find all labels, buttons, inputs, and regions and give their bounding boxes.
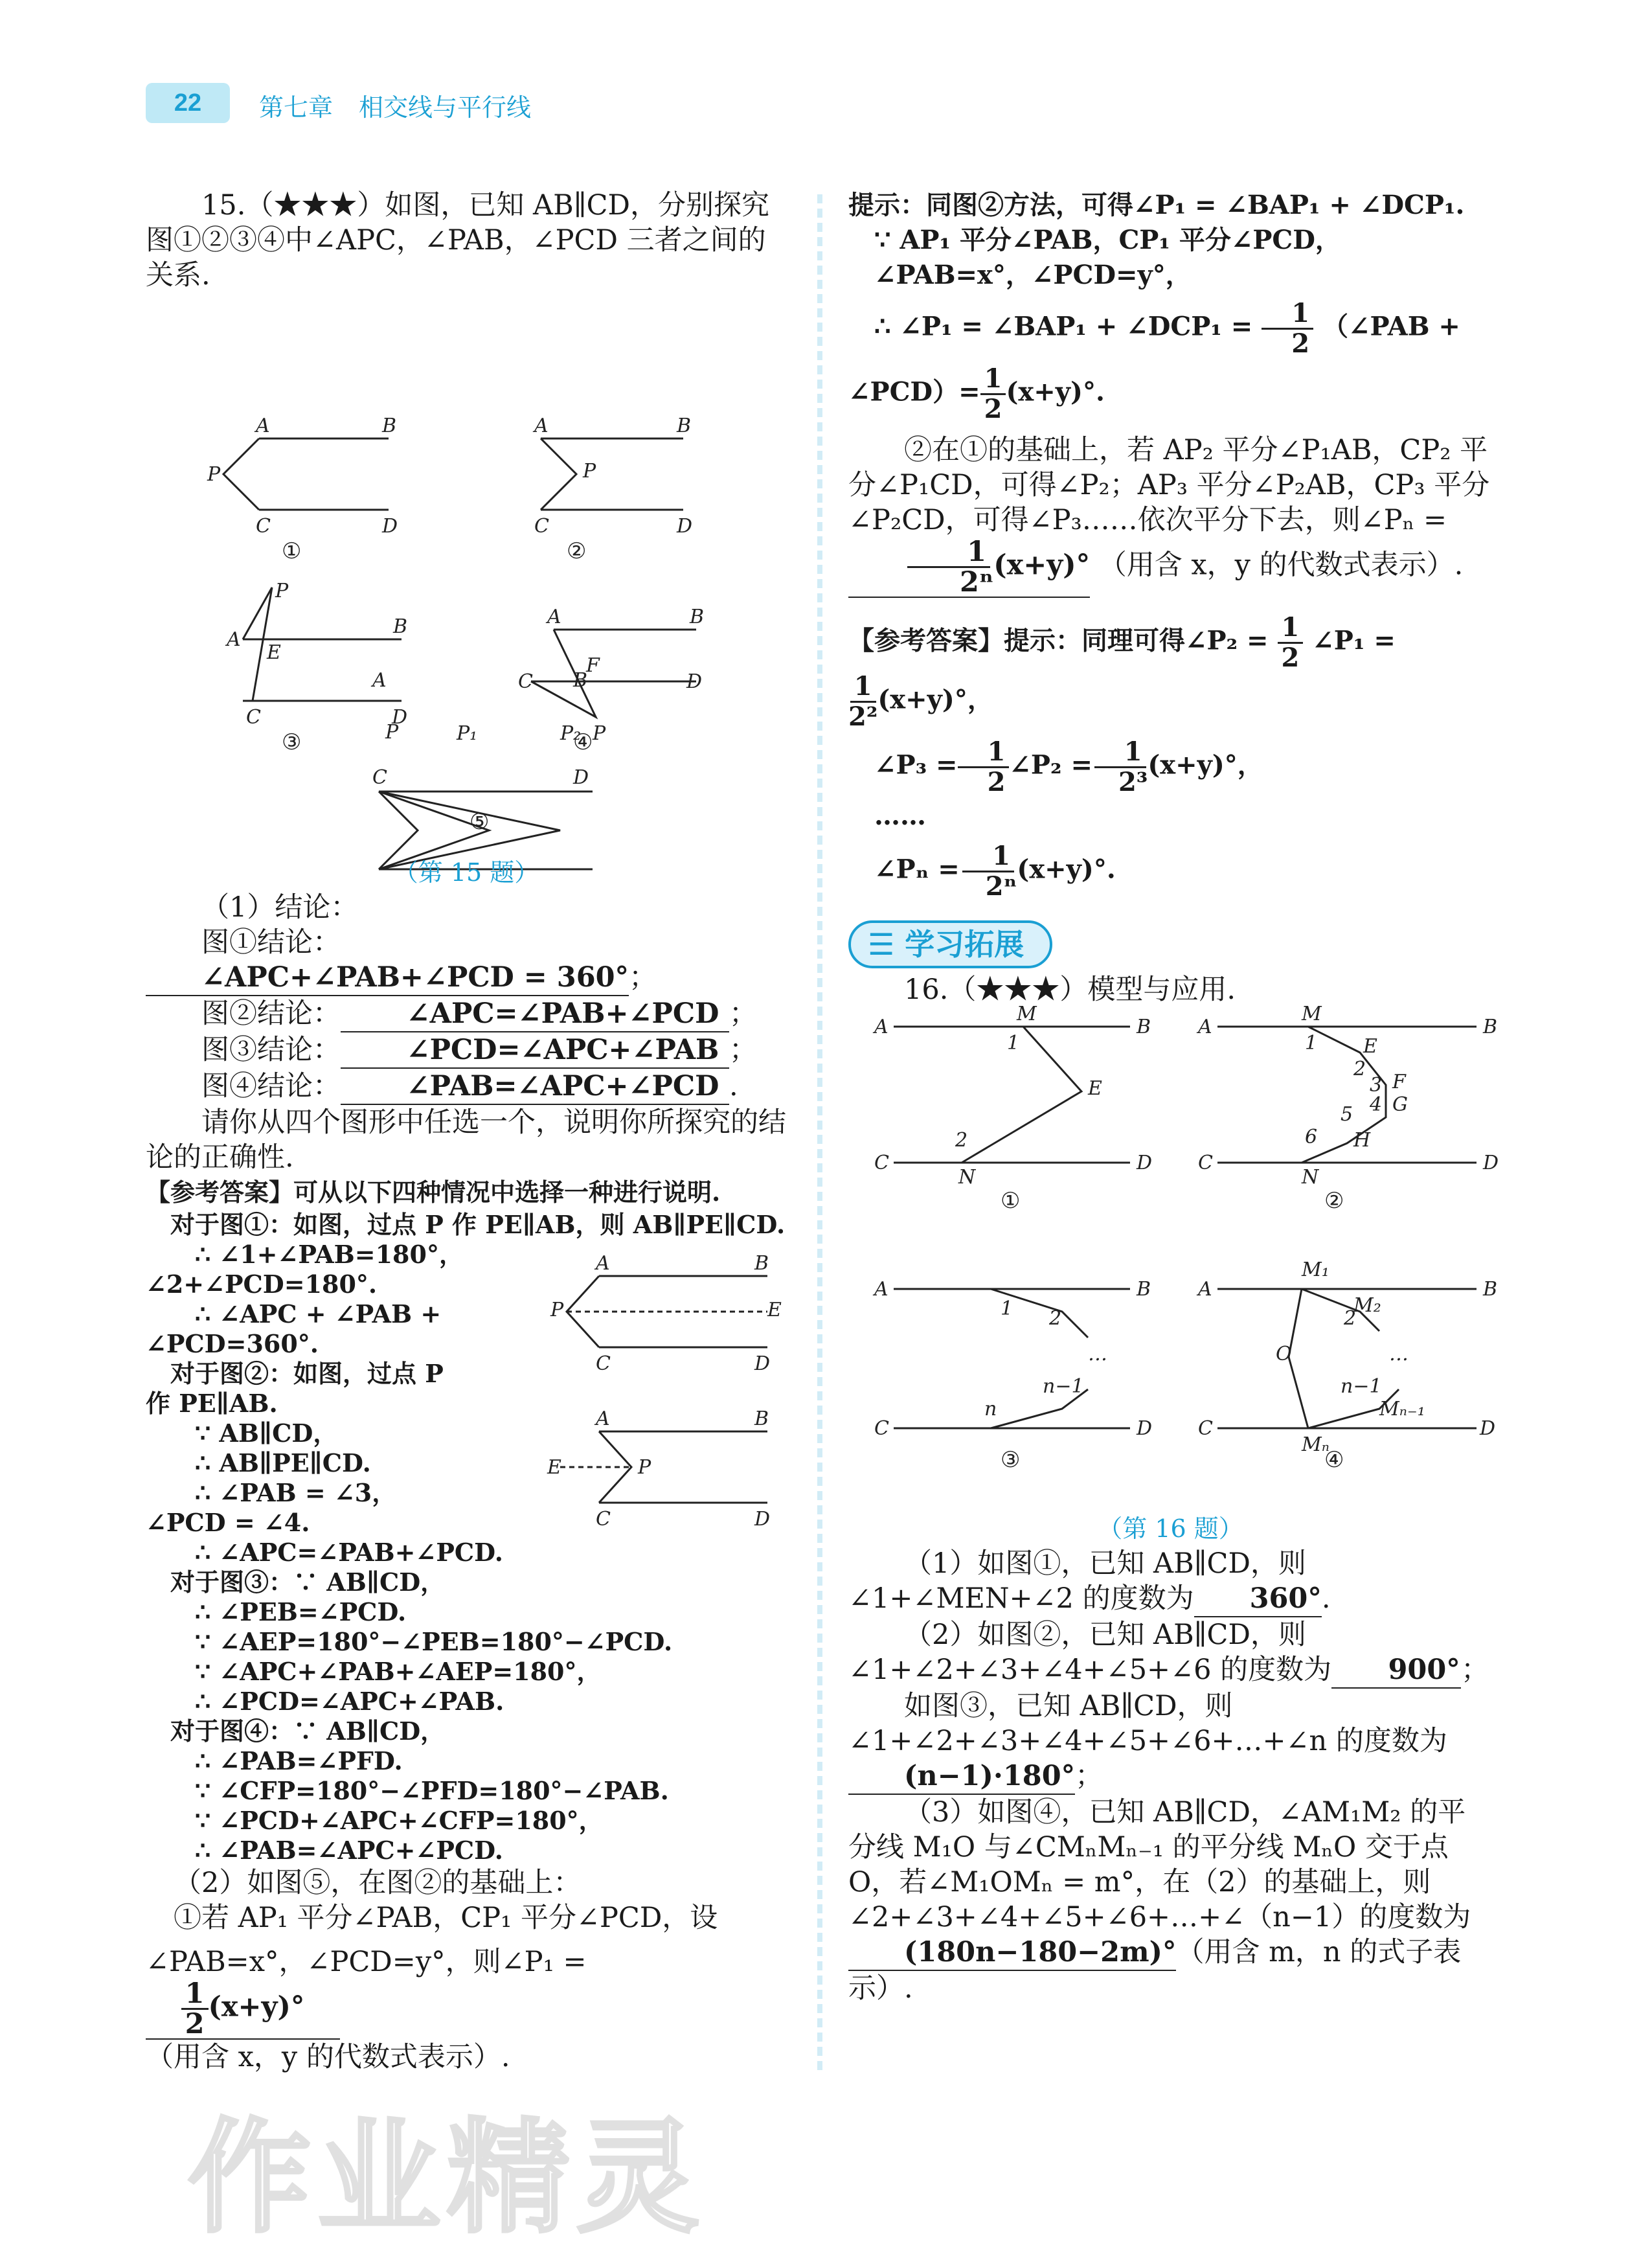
ans-line-3 — [848, 738, 1493, 797]
svg-text:A: A — [1198, 1016, 1212, 1038]
svg-text:A: A — [547, 606, 561, 628]
q15-caption: （第 15 题） — [393, 858, 539, 887]
svg-text:n−1: n−1 — [1043, 1375, 1084, 1398]
q15-c3: 图③结论： ∠PCD=∠APC+∠PAB ； — [146, 1032, 787, 1069]
proof-line: ∴ ∠PAB=∠APC+∠PCD. — [195, 1836, 503, 1865]
section-banner — [848, 920, 1493, 968]
svg-text:C: C — [874, 1152, 889, 1174]
svg-text:5: 5 — [1341, 1103, 1353, 1126]
svg-text:C: C — [874, 1417, 889, 1440]
svg-text:D: D — [754, 1352, 771, 1375]
q15-c1: 图①结论：∠APC+∠PAB+∠PCD = 360°； — [146, 925, 787, 996]
svg-text:P: P — [638, 1456, 651, 1479]
section-title — [848, 920, 1052, 968]
svg-text:M: M — [1017, 1003, 1037, 1025]
svg-text:n−1: n−1 — [1341, 1375, 1382, 1398]
ans-l4a: ∠Pₙ = — [874, 854, 960, 885]
hint-2: ∵ AP₁ 平分∠PAB，CP₁ 平分∠PCD， — [874, 225, 1341, 255]
ans-l4b: (x+y)°. — [1017, 854, 1116, 885]
svg-text:C: C — [256, 515, 271, 538]
ans-head — [848, 613, 1493, 672]
svg-text:B: B — [677, 415, 692, 437]
svg-text:1: 1 — [1007, 1032, 1020, 1054]
c1-answer: ∠APC+∠PAB+∠PCD = 360° — [146, 960, 629, 996]
svg-text:C: C — [1198, 1417, 1213, 1440]
proof-line: 对于图④：∵ AB∥CD， — [170, 1716, 446, 1746]
proof-line: ∵ ∠APC+∠PAB+∠AEP=180°， — [195, 1657, 602, 1686]
c4-answer: ∠PAB=∠APC+∠PCD — [341, 1069, 729, 1105]
proof-line: ∴ ∠PAB = ∠3， — [195, 1478, 397, 1507]
svg-text:P: P — [593, 722, 606, 745]
ans-l3b: ∠P₂ = — [1009, 749, 1092, 780]
svg-text:P: P — [385, 721, 399, 744]
q15-q2 — [848, 433, 1493, 598]
hint-5b: (x+y)°. — [1006, 376, 1105, 407]
frac-num: 1 — [907, 538, 990, 568]
p1-answer-text: (x+y)° — [208, 1990, 305, 2023]
svg-text:E: E — [1363, 1035, 1377, 1058]
svg-text:D: D — [1137, 1417, 1153, 1440]
svg-text:A: A — [596, 1252, 610, 1275]
q16-p2-answer: 900° — [1331, 1652, 1461, 1689]
c3-answer: ∠PCD=∠APC+∠PAB — [341, 1032, 729, 1069]
ans-dots: …… — [874, 801, 926, 831]
proof-line: 对于图②：如图，过点 P — [170, 1359, 444, 1388]
frac-num: 1 — [958, 738, 1010, 768]
svg-text:A: A — [874, 1278, 888, 1301]
ans-l3c: (x+y)°， — [1148, 749, 1263, 780]
q16-p3-answer: (180n−180−2m)° — [848, 1935, 1176, 1971]
q15-part2-i2 — [146, 1944, 787, 2040]
q16-p2b-answer: (n−1)·180° — [848, 1759, 1075, 1795]
fig3-label: ③ — [282, 729, 302, 755]
c1-label: 图①结论： — [201, 926, 341, 959]
svg-text:1: 1 — [1001, 1297, 1013, 1320]
svg-text:③: ③ — [1001, 1447, 1021, 1473]
svg-text:H: H — [1353, 1129, 1371, 1152]
ans-p1: ∠P₁ = — [1312, 625, 1396, 656]
svg-text:B: B — [690, 606, 705, 628]
svg-text:④: ④ — [1324, 1447, 1344, 1473]
p1-question: ∠PAB=x°，∠PCD=y°，则∠P₁ = — [146, 1946, 587, 1978]
svg-text:B: B — [382, 415, 397, 437]
svg-text:B: B — [1137, 1278, 1151, 1301]
svg-text:C: C — [596, 1352, 611, 1375]
frac-num: 1 — [850, 672, 876, 703]
watermark: 作业精灵 — [188, 2106, 707, 2250]
q16-stem: 16.（★★★）模型与应用. — [904, 974, 1236, 1006]
svg-text:n: n — [984, 1398, 997, 1420]
svg-text:2: 2 — [1353, 1058, 1366, 1080]
q16-p3-tail: （用含 m，n 的式子表示）. — [848, 1936, 1462, 2005]
svg-text:E: E — [1088, 1077, 1102, 1100]
svg-text:M₂: M₂ — [1353, 1294, 1381, 1317]
hint-4 — [848, 299, 1493, 358]
proof-line: ∴ ∠APC + ∠PAB + — [195, 1299, 442, 1328]
hint-1: 提示：同图②方法，可得∠P₁ = ∠BAP₁ + ∠DCP₁. — [848, 190, 1465, 220]
c2-answer: ∠APC=∠PAB+∠PCD — [341, 996, 729, 1032]
svg-text:O: O — [1276, 1343, 1292, 1365]
svg-text:E: E — [767, 1299, 782, 1321]
q15-c2: 图②结论： ∠APC=∠PAB+∠PCD ； — [146, 996, 787, 1032]
frac-den: 2² — [848, 701, 878, 732]
svg-text:②: ② — [1324, 1188, 1344, 1214]
svg-text:P: P — [207, 463, 221, 486]
frac-num: 1 — [1094, 738, 1146, 768]
q16-p1: （1）如图①，已知 AB∥CD，则∠1+∠MEN+∠2 的度数为 360°. — [848, 1546, 1493, 1617]
svg-text:1: 1 — [1305, 1032, 1318, 1054]
svg-text:E: E — [547, 1456, 561, 1479]
svg-text:Mₙ: Mₙ — [1302, 1433, 1330, 1456]
ans-line-2 — [848, 672, 1493, 731]
proof-line: ∴ AB∥PE∥CD. — [195, 1448, 371, 1477]
svg-text:D: D — [686, 670, 703, 693]
svg-text:F: F — [586, 654, 600, 677]
q15-stem: 15.（★★★）如图，已知 AB∥CD，分别探究图①②③④中∠APC，∠PAB，∠PCD 三者之间的关系. — [146, 189, 769, 291]
q15-c4: 图④结论： ∠PAB=∠APC+∠PCD . — [146, 1069, 787, 1105]
book-stack-icon: ☰ — [868, 927, 895, 962]
proof-line: 对于图①：如图，过点 P 作 PE∥AB，则 AB∥PE∥CD. — [170, 1210, 786, 1239]
frac-num: 1 — [962, 842, 1014, 872]
svg-text:…: … — [1088, 1343, 1107, 1365]
left-column — [146, 188, 787, 2073]
svg-text:F: F — [1392, 1071, 1406, 1093]
q16-figures — [848, 1003, 1499, 1506]
svg-text:C: C — [534, 515, 549, 538]
svg-text:2: 2 — [1049, 1307, 1062, 1330]
fig2-label: ② — [567, 538, 587, 564]
ans-line-4 — [848, 842, 1493, 901]
frac-den: 2³ — [1118, 767, 1148, 797]
page-number: 22 — [146, 83, 230, 123]
hint-4a: ∴ ∠P₁ = ∠BAP₁ + ∠DCP₁ = — [874, 311, 1253, 342]
right-column — [848, 188, 1499, 2006]
svg-text:3: 3 — [1370, 1074, 1383, 1097]
chapter-number: 第七章 — [259, 93, 334, 122]
q2-tail: （用含 x，y 的代数式表示）. — [1098, 549, 1464, 582]
frac-den: 2 — [984, 394, 1002, 424]
svg-text:A: A — [596, 1407, 610, 1430]
ans-l2: (x+y)°， — [877, 684, 993, 715]
proof-line: ∴ ∠PAB=∠PFD. — [195, 1746, 403, 1775]
frac-den: 2 — [987, 767, 1006, 797]
svg-text:A: A — [534, 415, 549, 437]
q15-part2-i3: （用含 x，y 的代数式表示）. — [146, 2041, 510, 2073]
svg-text:P: P — [550, 1299, 564, 1321]
svg-text:A: A — [874, 1016, 888, 1038]
proof-line: ∴ ∠APC=∠PAB+∠PCD. — [195, 1538, 503, 1567]
svg-text:B: B — [1137, 1016, 1151, 1038]
svg-text:4: 4 — [1370, 1093, 1383, 1116]
svg-text:B: B — [1483, 1016, 1498, 1038]
svg-text:M₁: M₁ — [1302, 1259, 1330, 1281]
q15-proof — [146, 1210, 786, 1865]
q15-part2-i: ①若 AP₁ 平分∠PAB，CP₁ 平分∠PCD，设 — [174, 1902, 718, 1934]
svg-text:D: D — [1480, 1417, 1496, 1440]
svg-text:A: A — [1198, 1278, 1212, 1301]
frac-den: 2 — [1291, 328, 1310, 359]
q15-part1: （1）结论： — [201, 891, 359, 924]
fig1-label: ① — [282, 538, 302, 564]
svg-text:2: 2 — [955, 1129, 968, 1152]
chapter-name: 相交线与平行线 — [359, 93, 532, 122]
frac-num: 1 — [181, 1979, 209, 2010]
q16-p1-text: （1）如图①，已知 AB∥CD，则∠1+∠MEN+∠2 的度数为 — [848, 1547, 1306, 1615]
fig4-label: ④ — [573, 729, 593, 755]
svg-text:P: P — [583, 460, 596, 483]
svg-text:C: C — [596, 1508, 611, 1531]
proof-line: ∵ ∠CFP=180°−∠PFD=180°−∠PAB. — [195, 1776, 669, 1805]
svg-text:A: A — [372, 669, 387, 692]
proof-line: ∠PCD=360°. — [146, 1329, 319, 1358]
svg-text:C: C — [372, 766, 387, 789]
ans-head-text: 【参考答案】提示：同理可得∠P₂ = — [848, 625, 1269, 656]
proof-line: ∵ ∠PCD+∠APC+∠CFP=180°， — [195, 1806, 604, 1835]
proof-line: 对于图③：∵ AB∥CD， — [170, 1567, 446, 1597]
proof-line: ∴ ∠1+∠PAB=180°， — [195, 1240, 464, 1269]
proof-line: ∴ ∠PCD=∠APC+∠PAB. — [195, 1687, 504, 1716]
c4-label: 图④结论： — [201, 1070, 341, 1102]
svg-text:D: D — [754, 1508, 771, 1531]
svg-text:B: B — [573, 669, 588, 692]
proof-figures — [547, 1252, 782, 1567]
svg-text:C: C — [246, 706, 261, 729]
svg-text:D: D — [382, 515, 398, 538]
ans-l3a: ∠P₃ = — [874, 749, 958, 780]
svg-text:P₁: P₁ — [457, 722, 478, 745]
column-divider — [817, 194, 822, 2073]
q2-text: ②在①的基础上，若 AP₂ 平分∠P₁AB，CP₂ 平分∠P₁CD，可得∠P₂；AP₃ 平分∠P₂AB，CP₃ 平分∠P₂CD，可得∠P₃……依次平分下去，则∠Pₙ = — [848, 434, 1490, 536]
svg-text:D: D — [392, 706, 408, 729]
svg-text:A: A — [256, 415, 270, 437]
svg-text:P₂: P₂ — [560, 722, 582, 745]
hint-3: ∠PAB=x°，∠PCD=y°， — [874, 260, 1192, 290]
q2-answer — [848, 538, 1090, 598]
svg-text:M: M — [1302, 1003, 1322, 1025]
proof-line: 作 PE∥AB. — [146, 1389, 278, 1418]
svg-text:B: B — [1483, 1278, 1498, 1301]
svg-text:Mₙ₋₁: Mₙ₋₁ — [1379, 1398, 1425, 1420]
c2-label: 图②结论： — [201, 997, 341, 1030]
q15-part2: （2）如图⑤，在图②的基础上： — [174, 1867, 582, 1899]
svg-text:D: D — [1483, 1152, 1499, 1174]
svg-text:N: N — [1302, 1166, 1319, 1189]
svg-text:B: B — [754, 1252, 769, 1275]
q16-p2b-text: 如图③，已知 AB∥CD，则∠1+∠2+∠3+∠4+∠5+∠6+…+∠n 的度数为 — [848, 1690, 1447, 1757]
svg-text:…: … — [1389, 1343, 1409, 1365]
q16-caption: （第 16 题） — [1098, 1514, 1243, 1543]
svg-text:2: 2 — [1344, 1307, 1357, 1330]
chapter-title — [259, 87, 557, 123]
svg-text:E: E — [267, 641, 281, 664]
q16-p1-answer: 360° — [1194, 1581, 1322, 1617]
q16-p3 — [848, 1795, 1493, 2006]
svg-text:D: D — [573, 766, 589, 789]
svg-text:G: G — [1392, 1093, 1408, 1116]
svg-text:N: N — [958, 1166, 976, 1189]
frac-den: 2 — [1281, 643, 1300, 673]
proof-line: ∴ ∠PEB=∠PCD. — [195, 1597, 407, 1626]
svg-text:P: P — [275, 580, 289, 602]
svg-text:6: 6 — [1305, 1126, 1318, 1148]
hint-5 — [848, 365, 1493, 424]
proof-line: ∠2+∠PCD=180°. — [146, 1270, 378, 1299]
svg-text:C: C — [1198, 1152, 1213, 1174]
svg-text:B: B — [393, 615, 408, 638]
q2-answer-text: (x+y)° — [993, 549, 1091, 582]
q16-p3-text: （3）如图④，已知 AB∥CD，∠AM₁M₂ 的平分线 M₁O 与∠CMₙMₙ₋₁ 的平分线 MₙO 交于点 O，若∠M₁OMₙ = m°，在（2）的基础上，则∠2+∠3+∠4+∠5+∠6+…+∠（n−1）的度数为 — [848, 1796, 1471, 1933]
q16-p2: （2）如图②，已知 AB∥CD，则∠1+∠2+∠3+∠4+∠5+∠6 的度数为 900°； — [848, 1617, 1493, 1689]
svg-text:D: D — [677, 515, 693, 538]
svg-text:D: D — [1137, 1152, 1153, 1174]
q16-p2-text: （2）如图②，已知 AB∥CD，则∠1+∠2+∠3+∠4+∠5+∠6 的度数为 — [848, 1619, 1332, 1686]
proof-line: ∠PCD = ∠4. — [146, 1508, 310, 1537]
svg-text:①: ① — [1001, 1188, 1021, 1214]
frac-den: 2ⁿ — [985, 871, 1017, 902]
svg-text:C: C — [518, 670, 533, 693]
proof-line: ∵ AB∥CD， — [195, 1419, 338, 1448]
q15-answer-head: 【参考答案】可从以下四种情况中选择一种进行说明. — [146, 1178, 721, 1207]
q16-p2b: 如图③，已知 AB∥CD，则∠1+∠2+∠3+∠4+∠5+∠6+…+∠n 的度数为(n−1)·180°； — [848, 1689, 1493, 1795]
hint-4b: （∠PAB + — [1322, 311, 1460, 342]
section-title-text: 学习拓展 — [905, 927, 1024, 962]
hint-5a: ∠PCD）= — [848, 376, 980, 407]
frac-den: 2ⁿ — [960, 566, 994, 598]
frac-num: 1 — [1262, 299, 1313, 330]
svg-text:A: A — [227, 628, 241, 651]
q15-task: 请你从四个图形中任选一个，说明你所探究的结论的正确性. — [146, 1106, 786, 1174]
proof-line: ∵ ∠AEP=180°−∠PEB=180°−∠PCD. — [195, 1627, 673, 1656]
p1-answer — [146, 1979, 340, 2040]
frac-num: 1 — [980, 365, 1006, 395]
fig5-label: ⑤ — [470, 809, 490, 835]
svg-text:B: B — [754, 1407, 769, 1430]
frac-den: 2 — [185, 2008, 205, 2040]
frac-num: 1 — [1278, 613, 1304, 644]
c3-label: 图③结论： — [201, 1034, 341, 1066]
page-header — [0, 0, 1652, 136]
